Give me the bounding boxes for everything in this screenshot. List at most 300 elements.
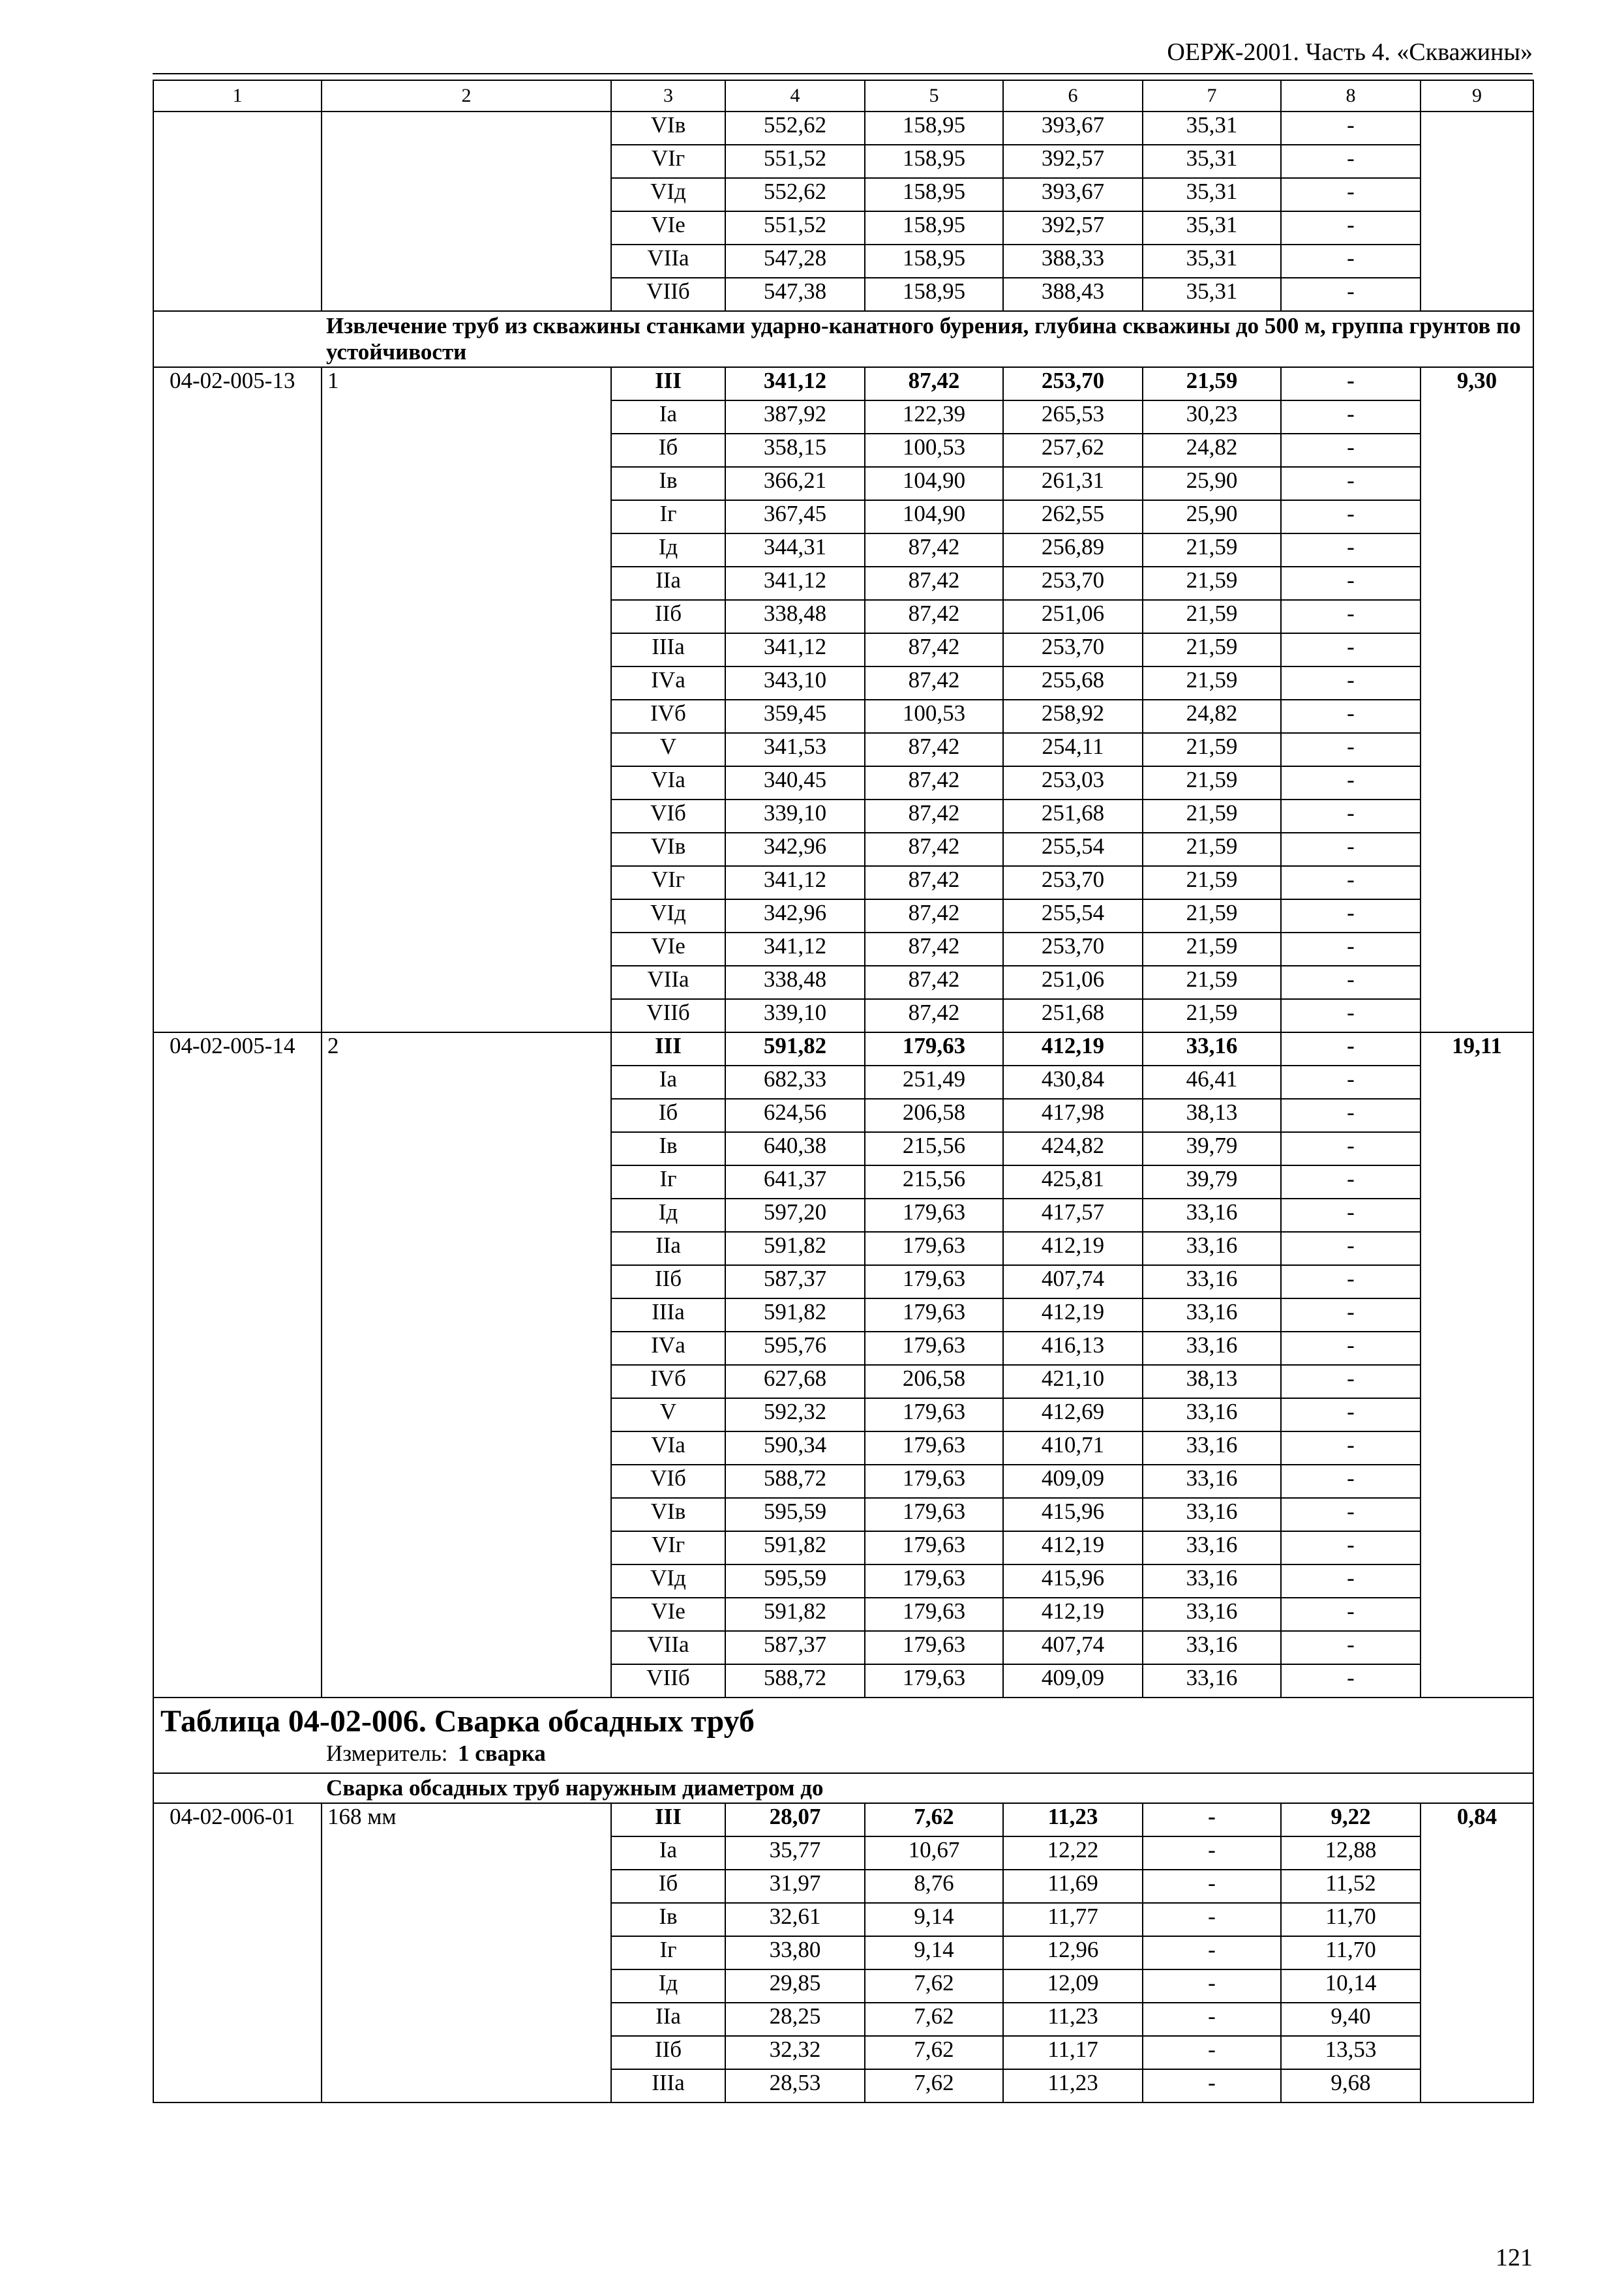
value-cell: 341,53: [725, 733, 865, 766]
value-cell: Iб: [611, 1099, 725, 1132]
value-cell: 358,15: [725, 434, 865, 467]
value-cell: 253,03: [1003, 766, 1143, 800]
section-heading-row: [153, 311, 1533, 367]
value-cell: III: [611, 1032, 725, 1066]
value-cell: -: [1281, 633, 1421, 666]
value-cell: 261,31: [1003, 467, 1143, 500]
value-cell: 29,85: [725, 1969, 865, 2003]
value-cell: V: [611, 733, 725, 766]
value-cell: IIб: [611, 1265, 725, 1298]
value-cell: 410,71: [1003, 1431, 1143, 1465]
value-cell: 552,62: [725, 112, 865, 145]
value-cell: 592,32: [725, 1398, 865, 1431]
value-cell: 215,56: [865, 1132, 1003, 1165]
table-row: [153, 367, 1533, 400]
value-cell: 588,72: [725, 1664, 865, 1698]
value-cell: 33,16: [1143, 1332, 1281, 1365]
value-cell: VIв: [611, 833, 725, 866]
value-cell: 415,96: [1003, 1564, 1143, 1598]
value-cell: 21,59: [1143, 367, 1281, 400]
value-cell: 21,59: [1143, 800, 1281, 833]
value-cell: 32,61: [725, 1903, 865, 1936]
value-cell: -: [1281, 866, 1421, 899]
value-cell: 100,53: [865, 700, 1003, 733]
value-cell: 253,70: [1003, 633, 1143, 666]
value-cell: Iа: [611, 1066, 725, 1099]
value-cell: 33,16: [1143, 1232, 1281, 1265]
value-cell: 412,69: [1003, 1398, 1143, 1431]
value-cell: 407,74: [1003, 1265, 1143, 1298]
value-cell: -: [1281, 500, 1421, 533]
value-cell: 35,31: [1143, 211, 1281, 245]
value-cell: 28,25: [725, 2003, 865, 2036]
value-cell: 33,16: [1143, 1298, 1281, 1332]
value-cell: 359,45: [725, 700, 865, 733]
value-cell: VIе: [611, 211, 725, 245]
page-number: 121: [1496, 2244, 1533, 2271]
value-cell: 215,56: [865, 1165, 1003, 1199]
value-cell: 33,16: [1143, 1498, 1281, 1531]
value-cell: 388,43: [1003, 278, 1143, 311]
value-cell: 341,12: [725, 633, 865, 666]
value-cell: VIIа: [611, 245, 725, 278]
value-cell: 206,58: [865, 1099, 1003, 1132]
value-cell: 179,63: [865, 1265, 1003, 1298]
value-cell: 33,16: [1143, 1265, 1281, 1298]
value-cell: Iб: [611, 1870, 725, 1903]
value-cell: 11,77: [1003, 1903, 1143, 1936]
value-cell: 21,59: [1143, 533, 1281, 567]
value-cell: -: [1281, 1664, 1421, 1698]
value-cell: -: [1281, 178, 1421, 211]
value-cell: -: [1281, 1199, 1421, 1232]
table-title-cell: [153, 1698, 1533, 1773]
value-cell: -: [1143, 1903, 1281, 1936]
value-cell: 591,82: [725, 1032, 865, 1066]
value-cell: VIIб: [611, 278, 725, 311]
value-cell: -: [1281, 1465, 1421, 1498]
value-cell: 430,84: [1003, 1066, 1143, 1099]
value-cell: 158,95: [865, 145, 1003, 178]
value-cell: -: [1143, 1936, 1281, 1969]
value-cell: -: [1281, 1564, 1421, 1598]
value-cell: 87,42: [865, 567, 1003, 600]
value-cell: -: [1281, 1265, 1421, 1298]
value-cell: 35,31: [1143, 112, 1281, 145]
value-cell: 424,82: [1003, 1132, 1143, 1165]
value-cell: IIа: [611, 1232, 725, 1265]
value-cell: 340,45: [725, 766, 865, 800]
value-cell: VIа: [611, 766, 725, 800]
value-cell: IVа: [611, 1332, 725, 1365]
value-cell: 30,23: [1143, 400, 1281, 434]
value-cell: 33,16: [1143, 1032, 1281, 1066]
value-cell: Iг: [611, 1936, 725, 1969]
value-cell: VIIа: [611, 966, 725, 999]
value-cell: 421,10: [1003, 1365, 1143, 1398]
value-cell: 87,42: [865, 766, 1003, 800]
value-cell: 591,82: [725, 1232, 865, 1265]
value-cell: 21,59: [1143, 866, 1281, 899]
value-cell: -: [1143, 2003, 1281, 2036]
value-cell: 412,19: [1003, 1232, 1143, 1265]
value-cell: 7,62: [865, 2036, 1003, 2069]
value-cell: 417,98: [1003, 1099, 1143, 1132]
value-cell: 624,56: [725, 1099, 865, 1132]
value-cell: -: [1281, 1431, 1421, 1465]
column-number-1: 1: [153, 80, 322, 112]
value-cell: 21,59: [1143, 833, 1281, 866]
value-cell: -: [1281, 1165, 1421, 1199]
value-cell: -: [1281, 567, 1421, 600]
value-cell: VIIб: [611, 1664, 725, 1698]
value-cell: -: [1281, 1398, 1421, 1431]
value-cell: -: [1281, 800, 1421, 833]
value-cell: 158,95: [865, 178, 1003, 211]
value-cell: 179,63: [865, 1332, 1003, 1365]
value-cell: 179,63: [865, 1298, 1003, 1332]
value-cell: 11,70: [1281, 1903, 1421, 1936]
value-cell: -: [1281, 400, 1421, 434]
value-cell: -: [1281, 1232, 1421, 1265]
value-cell: -: [1143, 2069, 1281, 2102]
value-cell: 21,59: [1143, 600, 1281, 633]
value-cell: 104,90: [865, 500, 1003, 533]
value-cell: 21,59: [1143, 633, 1281, 666]
value-cell: VIб: [611, 1465, 725, 1498]
value-cell: 587,37: [725, 1631, 865, 1664]
value-cell: 409,09: [1003, 1664, 1143, 1698]
value-cell: 591,82: [725, 1598, 865, 1631]
value-cell: 407,74: [1003, 1631, 1143, 1664]
value-cell: 8,76: [865, 1870, 1003, 1903]
value-cell: 179,63: [865, 1199, 1003, 1232]
value-cell: 122,39: [865, 400, 1003, 434]
value-cell: 12,88: [1281, 1836, 1421, 1870]
value-cell: 258,92: [1003, 700, 1143, 733]
value-cell: 342,96: [725, 899, 865, 933]
value-cell: 9,14: [865, 1936, 1003, 1969]
value-cell: 104,90: [865, 467, 1003, 500]
value-cell: 179,63: [865, 1598, 1003, 1631]
header-rule: [153, 73, 1533, 74]
value-cell: 254,11: [1003, 733, 1143, 766]
value-cell: 595,59: [725, 1498, 865, 1531]
value-cell: -: [1281, 434, 1421, 467]
table-title: Таблица 04-02-006. Сварка обсадных труб: [160, 1704, 755, 1739]
value-cell: 342,96: [725, 833, 865, 866]
value-cell: VIа: [611, 1431, 725, 1465]
value-cell: 415,96: [1003, 1498, 1143, 1531]
value-cell: 251,68: [1003, 999, 1143, 1032]
rates-table: [153, 80, 1534, 2103]
value-cell: 387,92: [725, 400, 865, 434]
value-cell: 412,19: [1003, 1531, 1143, 1564]
value-cell: 32,32: [725, 2036, 865, 2069]
measure-value: 1 сварка: [458, 1741, 546, 1766]
value-cell: 100,53: [865, 434, 1003, 467]
value-cell: 341,12: [725, 933, 865, 966]
value-cell: 179,63: [865, 1664, 1003, 1698]
value-cell: 253,70: [1003, 567, 1143, 600]
value-cell: Iв: [611, 467, 725, 500]
value-cell: IIIа: [611, 1298, 725, 1332]
value-cell: 206,58: [865, 1365, 1003, 1398]
value-cell: 87,42: [865, 800, 1003, 833]
column-number-7: 7: [1143, 80, 1281, 112]
value-cell: Iг: [611, 1165, 725, 1199]
table-row: [153, 1032, 1533, 1066]
value-cell: 13,53: [1281, 2036, 1421, 2069]
value-cell: 38,13: [1143, 1365, 1281, 1398]
value-cell: -: [1143, 2036, 1281, 2069]
value-cell: -: [1281, 766, 1421, 800]
code-cell: [153, 112, 322, 311]
value-cell: 590,34: [725, 1431, 865, 1465]
value-cell: 344,31: [725, 533, 865, 567]
value-cell: -: [1281, 1032, 1421, 1066]
value-cell: Iг: [611, 500, 725, 533]
value-cell: 87,42: [865, 733, 1003, 766]
value-cell: 251,06: [1003, 966, 1143, 999]
value-cell: 35,77: [725, 1836, 865, 1870]
value-cell: IVа: [611, 666, 725, 700]
value-cell: 393,67: [1003, 112, 1143, 145]
value-cell: IIб: [611, 600, 725, 633]
value-cell: 7,62: [865, 2069, 1003, 2102]
value-cell: 87,42: [865, 533, 1003, 567]
value-cell: 416,13: [1003, 1332, 1143, 1365]
section-heading: Извлечение труб из скважины станками ударно-канатного бурения, глубина скважины до 500 м, группа грунтов по устойчивости: [153, 311, 1533, 367]
value-cell: 551,52: [725, 211, 865, 245]
value-cell: -: [1281, 1332, 1421, 1365]
value-cell: VIе: [611, 933, 725, 966]
value-cell: Iв: [611, 1132, 725, 1165]
value-cell: IVб: [611, 700, 725, 733]
value-cell: IIа: [611, 2003, 725, 2036]
value-cell: 21,59: [1143, 567, 1281, 600]
value-cell: 7,62: [865, 1969, 1003, 2003]
value-cell: 21,59: [1143, 899, 1281, 933]
item-name: 2: [322, 1032, 611, 1698]
value-cell: 11,52: [1281, 1870, 1421, 1903]
column-number-row: [153, 80, 1533, 112]
value-cell: 412,19: [1003, 1598, 1143, 1631]
value-cell: 11,17: [1003, 2036, 1143, 2069]
page-header-title: ОЕРЖ-2001. Часть 4. «Скважины»: [1167, 38, 1533, 66]
value-cell: 10,14: [1281, 1969, 1421, 2003]
value-cell: 179,63: [865, 1498, 1003, 1531]
value-cell: 409,09: [1003, 1465, 1143, 1498]
value-cell: -: [1281, 833, 1421, 866]
value-cell: 551,52: [725, 145, 865, 178]
value-cell: 33,16: [1143, 1598, 1281, 1631]
value-cell: 87,42: [865, 666, 1003, 700]
value-cell: 21,59: [1143, 966, 1281, 999]
item-col9: 9,30: [1421, 367, 1533, 1032]
value-cell: -: [1281, 467, 1421, 500]
value-cell: -: [1281, 666, 1421, 700]
value-cell: V: [611, 1398, 725, 1431]
value-cell: -: [1281, 933, 1421, 966]
rates-table-body: [153, 80, 1533, 2102]
value-cell: 35,31: [1143, 278, 1281, 311]
value-cell: IVб: [611, 1365, 725, 1398]
value-cell: VIIа: [611, 1631, 725, 1664]
value-cell: 255,54: [1003, 833, 1143, 866]
value-cell: 11,23: [1003, 2003, 1143, 2036]
value-cell: -: [1281, 1598, 1421, 1631]
value-cell: -: [1143, 1969, 1281, 2003]
value-cell: 87,42: [865, 633, 1003, 666]
value-cell: 11,70: [1281, 1936, 1421, 1969]
value-cell: 179,63: [865, 1465, 1003, 1498]
value-cell: 9,22: [1281, 1803, 1421, 1836]
value-cell: 21,59: [1143, 766, 1281, 800]
value-cell: 547,28: [725, 245, 865, 278]
value-cell: 339,10: [725, 999, 865, 1032]
value-cell: -: [1143, 1803, 1281, 1836]
value-cell: 31,97: [725, 1870, 865, 1903]
value-cell: VIе: [611, 1598, 725, 1631]
value-cell: 338,48: [725, 966, 865, 999]
value-cell: 21,59: [1143, 999, 1281, 1032]
value-cell: 87,42: [865, 866, 1003, 899]
value-cell: 87,42: [865, 933, 1003, 966]
value-cell: -: [1281, 1498, 1421, 1531]
value-cell: -: [1281, 145, 1421, 178]
value-cell: 641,37: [725, 1165, 865, 1199]
value-cell: 24,82: [1143, 434, 1281, 467]
value-cell: 393,67: [1003, 178, 1143, 211]
value-cell: Iб: [611, 434, 725, 467]
value-cell: -: [1281, 700, 1421, 733]
section-heading: Сварка обсадных труб наружным диаметром до: [153, 1773, 1533, 1803]
value-cell: 591,82: [725, 1298, 865, 1332]
value-cell: 338,48: [725, 600, 865, 633]
value-cell: 21,59: [1143, 666, 1281, 700]
column-number-2: 2: [322, 80, 611, 112]
value-cell: 33,16: [1143, 1564, 1281, 1598]
value-cell: 33,16: [1143, 1398, 1281, 1431]
value-cell: -: [1281, 367, 1421, 400]
table-row: [153, 1803, 1533, 1836]
value-cell: 341,12: [725, 567, 865, 600]
value-cell: 388,33: [1003, 245, 1143, 278]
value-cell: 33,16: [1143, 1664, 1281, 1698]
column-number-4: 4: [725, 80, 865, 112]
column-number-6: 6: [1003, 80, 1143, 112]
value-cell: 179,63: [865, 1531, 1003, 1564]
value-cell: 587,37: [725, 1265, 865, 1298]
value-cell: 7,62: [865, 2003, 1003, 2036]
value-cell: 158,95: [865, 278, 1003, 311]
column-number-8: 8: [1281, 80, 1421, 112]
value-cell: 33,16: [1143, 1465, 1281, 1498]
value-cell: 627,68: [725, 1365, 865, 1398]
value-cell: 341,12: [725, 866, 865, 899]
value-cell: 591,82: [725, 1531, 865, 1564]
value-cell: -: [1281, 1066, 1421, 1099]
value-cell: VIв: [611, 112, 725, 145]
value-cell: -: [1143, 1836, 1281, 1870]
value-cell: 179,63: [865, 1398, 1003, 1431]
value-cell: -: [1281, 211, 1421, 245]
value-cell: 21,59: [1143, 933, 1281, 966]
value-cell: 682,33: [725, 1066, 865, 1099]
value-cell: 87,42: [865, 367, 1003, 400]
value-cell: 341,12: [725, 367, 865, 400]
value-cell: -: [1143, 1870, 1281, 1903]
item-col9: 0,84: [1421, 1803, 1533, 2102]
value-cell: -: [1281, 1132, 1421, 1165]
value-cell: 25,90: [1143, 500, 1281, 533]
column-number-3: 3: [611, 80, 725, 112]
value-cell: IIIа: [611, 2069, 725, 2102]
value-cell: 87,42: [865, 600, 1003, 633]
value-cell: Iд: [611, 1199, 725, 1232]
value-cell: 9,14: [865, 1903, 1003, 1936]
table-row: [153, 112, 1533, 145]
value-cell: 640,38: [725, 1132, 865, 1165]
value-cell: 35,31: [1143, 145, 1281, 178]
value-cell: 10,67: [865, 1836, 1003, 1870]
value-cell: III: [611, 1803, 725, 1836]
value-cell: 366,21: [725, 467, 865, 500]
value-cell: -: [1281, 1298, 1421, 1332]
value-cell: 253,70: [1003, 367, 1143, 400]
value-cell: 11,23: [1003, 2069, 1143, 2102]
item-name: 168 мм: [322, 1803, 611, 2102]
value-cell: VIб: [611, 800, 725, 833]
value-cell: -: [1281, 899, 1421, 933]
value-cell: VIд: [611, 899, 725, 933]
value-cell: 158,95: [865, 211, 1003, 245]
value-cell: 39,79: [1143, 1132, 1281, 1165]
value-cell: 595,76: [725, 1332, 865, 1365]
name-cell: [322, 112, 611, 311]
value-cell: 46,41: [1143, 1066, 1281, 1099]
value-cell: -: [1281, 533, 1421, 567]
value-cell: IIIа: [611, 633, 725, 666]
measure-label: Измеритель:: [326, 1741, 448, 1766]
value-cell: 552,62: [725, 178, 865, 211]
value-cell: -: [1281, 966, 1421, 999]
value-cell: VIг: [611, 866, 725, 899]
value-cell: VIIб: [611, 999, 725, 1032]
value-cell: -: [1281, 999, 1421, 1032]
value-cell: 251,06: [1003, 600, 1143, 633]
value-cell: 392,57: [1003, 145, 1143, 178]
value-cell: 21,59: [1143, 733, 1281, 766]
column-number-9: 9: [1421, 80, 1533, 112]
value-cell: 33,80: [725, 1936, 865, 1969]
value-cell: 595,59: [725, 1564, 865, 1598]
value-cell: 256,89: [1003, 533, 1143, 567]
value-cell: 253,70: [1003, 933, 1143, 966]
value-cell: 158,95: [865, 112, 1003, 145]
value-cell: 179,63: [865, 1032, 1003, 1066]
value-cell: 35,31: [1143, 178, 1281, 211]
value-cell: Iа: [611, 400, 725, 434]
value-cell: Iд: [611, 533, 725, 567]
value-cell: 417,57: [1003, 1199, 1143, 1232]
value-cell: -: [1281, 1631, 1421, 1664]
value-cell: -: [1281, 733, 1421, 766]
value-cell: VIд: [611, 1564, 725, 1598]
value-cell: 28,07: [725, 1803, 865, 1836]
value-cell: VIг: [611, 145, 725, 178]
